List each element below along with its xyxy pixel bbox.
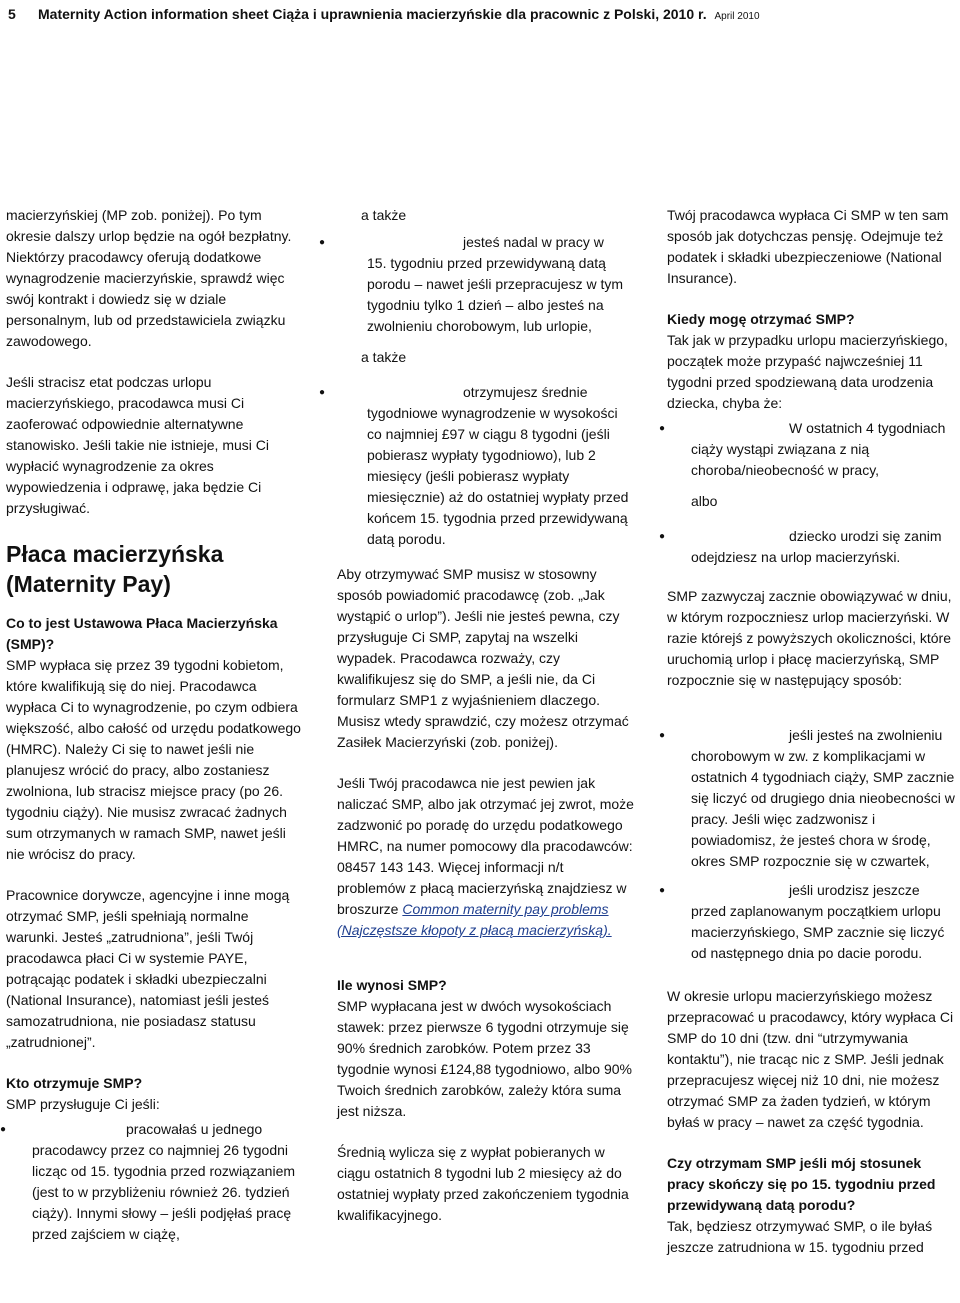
column-right bbox=[667, 205, 959, 1278]
question-heading: Czy otrzymam SMP jeśli mój stosunek pracy skończy się po 15. tygodniu przed przewidywaną datą porodu? bbox=[667, 1155, 936, 1213]
paragraph: W okresie urlopu macierzyńskiego możesz przepracować u pracodawcy, który wypłaca Ci SMP do 10 dni (tzw. dni “utrzymywania kontaktu”), nie tracąc nic z SMP. Jeśli jednak przepracujesz więcej niż 10 dni, nie możesz otrzymać SMP za żaden tydzień, w którym byłaś w pracy – nawet za część tygodnia. bbox=[667, 988, 954, 1130]
bullet-text: chorobowym w zw. z komplikacjami w ostatnich 4 tygodniach ciąży, SMP zacznie się liczyć od drugiego dnia nieobecności w pracy. Jeśli więc zadzwonisz i powiadomisz, że jesteś chora w środę, okres SMP rozpocznie się w czwartek, bbox=[691, 748, 955, 869]
bullet-first-line: ● otrzymujesz średnie bbox=[463, 384, 588, 400]
bullet-list bbox=[6, 1119, 301, 1245]
list-item bbox=[667, 880, 959, 964]
paragraph: SMP zazwyczaj zacznie obowiązywać w dniu, w którym rozpoczniesz urlop macierzyński. W razie którejś z powyższych okoliczności, które uruchomią urlop i płacę macierzyńską, SMP rozpocznie się w następujący sposób: bbox=[667, 588, 952, 688]
paragraph: Twój pracodawca wypłaca Ci SMP w ten sam sposób jak dotychczas pensję. Odejmuje też podatek i składki ubezpieczeniowe (National Insurance). bbox=[667, 207, 949, 286]
question-heading: Kto otrzymuje SMP? bbox=[6, 1075, 143, 1091]
page-number: 5 bbox=[8, 6, 16, 22]
bullet-text: przed zaplanowanym początkiem urlopu macierzyńskiego, SMP zacznie się liczyć od następnego dnia po dacie porodu. bbox=[691, 903, 945, 961]
paragraph: Jeśli stracisz etat podczas urlopu macierzyńskiego, pracodawca musi Ci zaoferować odpowiednie alternatywne stanowisko. Jeśli takie nie istnieje, musi Ci wypłacić wynagrodzenie za okres wypowiedzenia i odprawę, jaka będzie Ci przysługiwać. bbox=[6, 374, 269, 516]
connector-text: a także bbox=[361, 349, 407, 365]
list-item bbox=[337, 382, 635, 550]
paragraph: SMP wypłaca się przez 39 tygodni kobietom, które kwalifikują się do niej. Pracodawca wypłaca Ci to wynagrodzenie, po czym odbiera większość, albo całość od urzędu podatkowego (HMRC). Należy Ci się to nawet jeśli nie planujesz wrócić do pracy, albo zostaniesz zwolniona, lub stracisz miejsce pracy (po 26. tygodniu ciąży). Nie musisz zwracać żadnych sum otrzymanych w ramach SMP, nawet jeśli nie wrócisz do pracy. bbox=[6, 657, 301, 862]
brochure-link[interactable]: Common maternity pay problems bbox=[402, 901, 609, 917]
list-item bbox=[667, 526, 959, 568]
paragraph: SMP przysługuje Ci jeśli: bbox=[6, 1096, 160, 1112]
paragraph bbox=[337, 773, 635, 941]
paragraph: Tak jak w przypadku urlopu macierzyńskiego, początek może przypaść najwcześniej 11 tygodni przed spodziewaną data urodzenia dziecka, chyba że: bbox=[667, 332, 948, 411]
paragraph-text: Jeśli Twój pracodawca nie jest pewien jak naliczać SMP, albo jak otrzymać jej zwrot, może zadzwonić po poradę do urzędu podatkowego HMRC, na numer pomocowy dla pracodawców: 08457 143 143. Więcej informacji n/t problemów z płacą macierzyńską znajdziesz w broszurze bbox=[337, 775, 634, 917]
document-date: April 2010 bbox=[714, 11, 760, 22]
bullet-list bbox=[337, 382, 635, 550]
paragraph: SMP wypłacana jest w dwóch wysokościach stawek: przez pierwsze 6 tygodni otrzymuje się 90% średnich zarobków. Potem przez 33 tygodnie wynosi £124,88 tygodniowo, albo 90% Twoich średnich zarobków, zależy która suma jest niższa. bbox=[337, 998, 632, 1119]
bullet-text: ciąży wystąpi związana z nią choroba/nieobecność w pracy, bbox=[691, 441, 880, 478]
brochure-link-translation[interactable]: (Najczęstsze kłopoty z płacą macierzyńską). bbox=[337, 922, 612, 938]
paragraph: macierzyńskiej (MP zob. poniżej). Po tym okresie dalszy urlop będzie na ogół bezpłatny. Niektórzy pracodawcy oferują dodatkowe wynagrodzenie macierzyńskie, sprawdź więc swój kontrakt i dowiedz się w dziale personalnym, lub od przedstawiciela związku zawodowego. bbox=[6, 207, 292, 349]
column-left bbox=[6, 205, 301, 1255]
bullet-list bbox=[667, 526, 959, 568]
bullet-list bbox=[667, 418, 959, 481]
paragraph: Pracownice dorywcze, agencyjne i inne mogą otrzymać SMP, jeśli spełniają normalne warunki. Jesteś „zatrudniona”, jeśli Twój pracodawca płaci Ci w systemie PAYE, potrącając podatek i składki ubezpieczalni (National Insurance), natomiast jeśli jesteś samozatrudniona, nie posiadasz statusu „zatrudnionej”. bbox=[6, 887, 290, 1050]
bullet-text: odejdziesz na urlop macierzyński. bbox=[691, 549, 901, 565]
section-heading: Płaca macierzyńska (Maternity Pay) bbox=[6, 541, 224, 597]
paragraph: Aby otrzymywać SMP musisz w stosowny sposób powiadomić pracodawcę (zob. „Jak wystąpić o urlop”). Jeśli nie jesteś pewna, czy przysługuje Ci SMP, zapytaj na wszelki wypadek. Pracodawca rozważy, czy kwalifikujesz się do SMP, a jeśli nie, da Ci formularz SMP1 z wyjaśnieniem dlaczego. Musisz wtedy sprawdzić, czy możesz otrzymać Zasiłek Macierzyński (zob. poniżej). bbox=[337, 566, 629, 750]
bullet-text: 15. tygodniu przed przewidywaną datą porodu – nawet jeśli przepracujesz w tym tygodniu tylko 1 dzień – albo jesteś na zwolnieniu chorobowym, lub urlopie, bbox=[367, 255, 624, 334]
bullet-text: pracodawcy przez co najmniej 26 tygodni licząc od 15. tygodnia przed rozwiązaniem (jest to w przybliżeniu również 26. tydzień ciąży). Innymi słowy – jeśli podjęłaś pracę przed zajściem w ciążę, bbox=[32, 1142, 296, 1242]
list-item bbox=[6, 1119, 301, 1245]
bullet-first-line: ● dziecko urodzi się zanim bbox=[789, 528, 942, 544]
paragraph: Tak, będziesz otrzymywać SMP, o ile byłaś jeszcze zatrudniona w 15. tygodniu przed bbox=[667, 1218, 933, 1255]
bullet-first-line: ● jesteś nadal w pracy w bbox=[463, 234, 604, 250]
column-middle bbox=[337, 205, 635, 1246]
list-item bbox=[667, 418, 959, 481]
list-item bbox=[337, 232, 635, 337]
bullet-list bbox=[337, 232, 635, 337]
bullet-first-line: ● jeśli jesteś na zwolnieniu bbox=[789, 727, 943, 743]
bullet-text: tygodniowe wynagrodzenie w wysokości co najmniej £97 w ciągu 8 tygodni (jeśli pobierasz wypłaty tygodniowo), lub 2 miesięcy (jeśli pobierasz wypłaty miesięcznie) aż do ostatniej wypłaty przed końcem 15. tygodnia przed przewidywaną datą porodu. bbox=[367, 405, 629, 547]
question-heading: Co to jest Ustawowa Płaca Macierzyńska (SMP)? bbox=[6, 615, 278, 652]
bullet-list bbox=[667, 725, 959, 964]
page-header bbox=[8, 6, 948, 22]
bullet-first-line: ● jeśli urodzisz jeszcze bbox=[789, 882, 920, 898]
question-heading: Ile wynosi SMP? bbox=[337, 977, 447, 993]
bullet-first-line: ● pracowałaś u jednego bbox=[126, 1121, 263, 1137]
connector-text: albo bbox=[691, 493, 718, 509]
paragraph: Średnią wylicza się z wypłat pobieranych w ciągu ostatnich 8 tygodni lub 2 miesięcy aż do ostatniej wypłaty przed zakończeniem tygodnia kwalifikacyjnego. bbox=[337, 1144, 629, 1223]
connector-text: a także bbox=[361, 207, 407, 223]
bullet-first-line: ● W ostatnich 4 tygodniach bbox=[789, 420, 946, 436]
document-title: Maternity Action information sheet Ciąża i uprawnienia macierzyńskie dla pracownic z Polski, 2010 r. bbox=[38, 6, 707, 22]
question-heading: Kiedy mogę otrzymać SMP? bbox=[667, 311, 855, 327]
list-item bbox=[667, 725, 959, 872]
